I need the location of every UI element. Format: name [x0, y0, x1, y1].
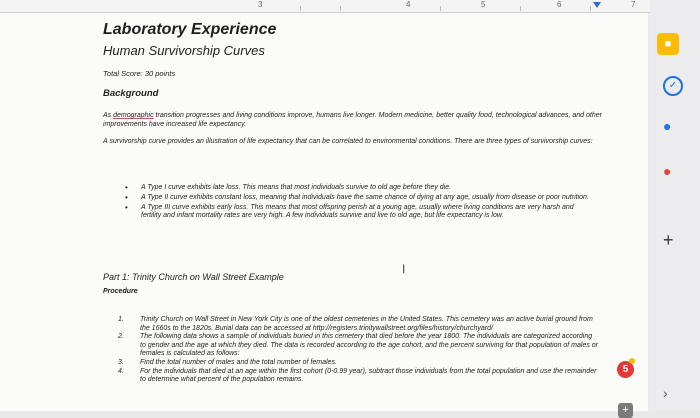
ruler-tick — [300, 6, 301, 11]
text-run: As — [103, 112, 114, 119]
ruler[interactable] — [0, 0, 650, 13]
curve-types-list — [125, 184, 595, 222]
maps-icon[interactable]: ● — [663, 163, 672, 179]
background-heading: Background — [103, 88, 159, 99]
step-number: 3. — [118, 358, 124, 366]
text-run: transition progresses and living conditions improve, humans live longer. Modern medicine, better quality food, technological advances, and other improvements have increased life expectancy. — [103, 112, 602, 128]
ruler-number: 5 — [481, 0, 486, 9]
spellcheck-word[interactable]: demographic — [113, 112, 154, 119]
keep-icon[interactable]: ■ — [657, 33, 679, 55]
notification-badge[interactable]: 5 — [617, 361, 634, 378]
step-text: Trinity Church on Wall Street in New York City is one of the oldest cemeteries in the United States. This cemetery was an active burial ground from the 1660s to the 1820s. Burial data can be accessed at http://registers.trinitywallstreet.org/files/history/churchyard/ — [140, 316, 593, 332]
text-cursor-icon: I — [402, 262, 406, 276]
list-item — [118, 368, 598, 385]
step-number: 4. — [118, 367, 124, 375]
tasks-icon[interactable]: ✓ — [663, 76, 683, 96]
procedure-heading: Procedure — [103, 288, 138, 295]
list-item — [118, 333, 598, 359]
background-paragraph-2: A survivorship curve provides an illustration of life expectancy that can be correlated to environmental conditions. There are three types of survivorship curves: — [103, 138, 593, 145]
doc-subtitle: Human Survivorship Curves — [103, 43, 265, 58]
chevron-right-icon[interactable]: › — [663, 385, 668, 401]
ruler-number: 3 — [258, 0, 263, 9]
step-number: 1. — [118, 316, 124, 323]
list-item — [118, 316, 598, 333]
add-icon[interactable]: + — [663, 230, 674, 250]
ruler-number: 4 — [406, 0, 411, 9]
side-panel — [650, 0, 700, 411]
part-1-heading: Part 1: Trinity Church on Wall Street Example — [103, 272, 284, 282]
badge-plus-icon — [629, 358, 635, 364]
doc-title: Laboratory Experience — [103, 21, 277, 38]
total-score: Total Score: 30 points — [103, 69, 176, 78]
document-page[interactable] — [0, 13, 648, 416]
ruler-tick — [340, 6, 341, 11]
ruler-tick — [590, 6, 591, 11]
add-comment-button[interactable]: + — [618, 403, 633, 418]
procedure-steps — [118, 316, 598, 385]
step-text: For the individuals that died at an age within the first cohort (0-0.99 year), subtract those individuals from the total population and use the remainder to determine what percent of the population remains. — [140, 367, 597, 384]
list-item — [118, 359, 598, 368]
ruler-tick — [440, 6, 441, 11]
step-text: Find the total number of males and the total number of females. — [140, 358, 337, 366]
contacts-icon[interactable]: ● — [663, 118, 672, 134]
list-item: • A Type I curve exhibits late loss. This means that most individuals survive to old age before they die. — [125, 184, 595, 193]
background-paragraph-1 — [103, 111, 603, 129]
ruler-number: 6 — [557, 0, 562, 9]
step-number: 2. — [118, 333, 124, 341]
step-text: The following data shows a sample of individuals buried in this cemetery that died before the year 1800. The individuals are categorized according to gender and the age at which they died. The data is recorded according to the age cohort, and the percent surviving for that population of males or females is calculated as follows: — [140, 333, 599, 358]
ruler-tick — [520, 6, 521, 11]
right-indent-marker[interactable] — [593, 2, 601, 8]
ruler-number: 7 — [631, 0, 636, 9]
list-item: • A Type III curve exhibits early loss. This means that most offspring perish at a young age, usually where living conditions are very harsh and fertility and infant mortality rates are very high. A few individuals survive and live to old age, but life expectancy is low. — [125, 204, 595, 222]
list-item: • A Type II curve exhibits constant loss, meaning that individuals have the same chance of dying at any age, usually from disease or poor nutrition. — [125, 194, 595, 203]
